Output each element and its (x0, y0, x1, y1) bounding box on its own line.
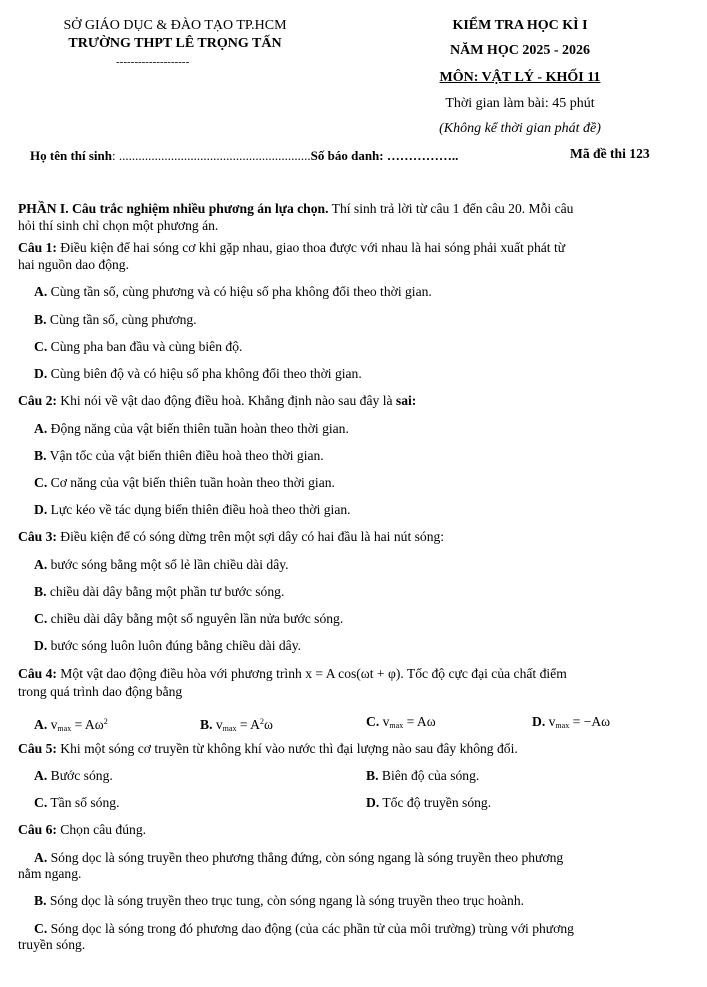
option-label: A. (34, 850, 48, 865)
option-text: Bước sóng. (50, 768, 113, 783)
question-2 (18, 392, 690, 409)
question-1-text-line2: hai nguồn dao động. (18, 257, 130, 272)
option-label: B. (366, 768, 379, 783)
question-6-option-a[interactable] (34, 849, 694, 866)
option-formula: $v_{max} = -A\omega$ (548, 714, 611, 730)
part1-title: PHẦN I. Câu trắc nghiệm nhiều phương án lựa chọn. (18, 201, 329, 216)
option-label: C. (34, 611, 48, 626)
question-6-text: Chọn câu đúng. (56, 822, 147, 837)
option-label: A. (34, 284, 48, 299)
exam-duration: Thời gian làm bài: 45 phút (445, 96, 595, 111)
question-4-option-b[interactable] (200, 713, 273, 737)
option-text: Vận tốc của vật biến thiên điều hoà theo thời gian. (49, 448, 324, 463)
option-label: B. (34, 312, 47, 327)
question-2-option-a[interactable] (34, 420, 349, 437)
question-5-text: Khi một sóng cơ truyền từ không khí vào nước thì đại lượng nào sau đây không đổi. (56, 741, 518, 756)
question-6 (18, 821, 690, 838)
option-text: Cơ năng của vật biến thiên tuần hoàn theo thời gian. (50, 475, 335, 490)
question-2-option-b[interactable] (34, 447, 324, 464)
question-4-option-a[interactable] (34, 713, 108, 737)
option-text: Tần số sóng. (50, 795, 120, 810)
question-3-text: Điều kiện để có sóng dừng trên một sợi dây có hai đầu là hai nút sóng: (56, 529, 445, 544)
question-6-option-b[interactable] (34, 892, 524, 909)
question-6-option-a-line2: nằm ngang. (18, 866, 82, 881)
part1-intro (18, 200, 690, 217)
option-formula: $v_{max} = A\omega^2$ (50, 717, 108, 733)
option-label: D. (34, 502, 48, 517)
question-6-option-c[interactable] (34, 920, 694, 937)
question-1-text: Điều kiện để hai sóng cơ khi gặp nhau, giao thoa được với nhau là hai sóng phải xuất phát từ (56, 240, 566, 255)
question-5-option-a[interactable] (34, 767, 113, 784)
option-text: bước sóng bằng một số lẻ lần chiều dài dây. (50, 557, 289, 572)
student-name-field[interactable]: : ........................................................... (112, 148, 311, 163)
option-text: Biên độ của sóng. (381, 768, 480, 783)
student-id-field[interactable]: …………….. (386, 148, 459, 163)
question-1-label: Câu 1: (18, 240, 57, 255)
question-4-text-line2: trong quá trình dao động bằng (18, 684, 183, 699)
option-text: bước sóng luôn luôn đúng bằng chiều dài dây. (50, 638, 302, 653)
question-1-option-a[interactable] (34, 283, 432, 300)
question-5 (18, 740, 690, 757)
exam-title: KIỂM TRA HỌC KÌ I (452, 18, 588, 33)
option-text: Tốc độ truyền sóng. (382, 795, 492, 810)
option-formula: $v_{max} = A^2\omega$ (215, 717, 273, 733)
question-4 (18, 665, 690, 682)
question-4-label: Câu 4: (18, 666, 57, 681)
option-text: Động năng của vật biến thiên tuần hoàn theo thời gian. (50, 421, 349, 436)
school-name: TRƯỜNG THPT LÊ TRỌNG TẤN (68, 36, 282, 51)
option-label: D. (34, 366, 48, 381)
question-2-emphasis: sai: (395, 393, 417, 408)
question-5-option-b[interactable] (366, 767, 479, 784)
option-label: D. (34, 638, 48, 653)
option-label: C. (34, 475, 48, 490)
exam-code: Mã đề thi 123 (570, 146, 650, 161)
option-text: Sóng dọc là sóng truyền theo phương thẳng đứng, còn sóng ngang là sóng truyền theo phương (47, 850, 564, 865)
option-label: D. (366, 795, 380, 810)
student-name-label: Họ tên thí sinh (30, 148, 112, 163)
option-label: C. (34, 339, 48, 354)
question-3-option-b[interactable] (34, 583, 284, 600)
question-4-formula: x = A cos(ωt + φ) (305, 666, 401, 681)
question-1 (18, 239, 690, 256)
question-4-option-d[interactable] (532, 713, 610, 734)
department-name: SỞ GIÁO DỤC & ĐÀO TẠO TP.HCM (63, 18, 287, 33)
option-text: Cùng tần số, cùng phương. (49, 312, 197, 327)
question-5-label: Câu 5: (18, 741, 57, 756)
question-3-option-c[interactable] (34, 610, 343, 627)
question-1-option-d[interactable] (34, 365, 362, 382)
question-4-option-c[interactable] (366, 713, 436, 734)
question-3-label: Câu 3: (18, 529, 57, 544)
option-label: B. (34, 448, 47, 463)
part1-desc-line2: hỏi thí sinh chỉ chọn một phương án. (18, 218, 219, 233)
option-text: Sóng dọc là sóng trong đó phương dao động (của các phần tử của môi trường) trùng với phương (47, 921, 574, 936)
question-5-option-d[interactable] (366, 794, 491, 811)
option-text: chiều dài dây bằng một phần tư bước sóng. (49, 584, 285, 599)
question-2-option-c[interactable] (34, 474, 335, 491)
question-2-text: Khi nói về vật dao động điều hoà. Khẳng định nào sau đây là (56, 393, 396, 408)
option-label: A. (34, 717, 48, 732)
student-id-label: Số báo danh: (310, 148, 387, 163)
option-text: Lực kéo về tác dụng biến thiên điều hoà theo thời gian. (50, 502, 351, 517)
question-2-label: Câu 2: (18, 393, 57, 408)
question-1-option-c[interactable] (34, 338, 242, 355)
option-label: C. (34, 921, 48, 936)
school-year: NĂM HỌC 2025 - 2026 (450, 43, 590, 58)
option-label: A. (34, 768, 48, 783)
subject: MÔN: VẬT LÝ - KHỐI 11 (439, 70, 601, 85)
option-label: B. (34, 584, 47, 599)
question-4-text-post: . Tốc độ cực đại của chất điểm (400, 666, 567, 681)
option-label: B. (34, 893, 47, 908)
part1-desc: Thí sinh trả lời từ câu 1 đến câu 20. Mỗi câu (328, 201, 574, 216)
option-label: C. (366, 714, 380, 729)
option-text: Sóng dọc là sóng truyền theo trục tung, còn sóng ngang là sóng truyền theo trục hoành. (46, 893, 525, 908)
question-1-option-b[interactable] (34, 311, 197, 328)
header-dashes: -------------------- (116, 56, 190, 68)
question-6-option-c-line2: truyền sóng. (18, 937, 86, 952)
question-5-option-c[interactable] (34, 794, 119, 811)
option-text: Cùng biên độ và có hiệu số pha không đổi theo thời gian. (50, 366, 362, 381)
option-label: B. (200, 717, 213, 732)
question-3-option-d[interactable] (34, 637, 301, 654)
student-info-row (30, 148, 458, 164)
option-text: Cùng tần số, cùng phương và có hiệu số pha không đổi theo thời gian. (50, 284, 432, 299)
question-2-option-d[interactable] (34, 501, 351, 518)
option-label: D. (532, 714, 546, 729)
question-3 (18, 528, 690, 545)
question-4-text: Một vật dao động điều hòa với phương trình (56, 666, 306, 681)
option-label: C. (34, 795, 48, 810)
option-formula: $v_{max} = A\omega$ (382, 714, 436, 730)
question-3-option-a[interactable] (34, 556, 289, 573)
option-label: A. (34, 557, 48, 572)
question-6-label: Câu 6: (18, 822, 57, 837)
option-text: Cùng pha ban đầu và cùng biên độ. (50, 339, 243, 354)
duration-note: (Không kể thời gian phát đề) (439, 121, 601, 136)
option-label: A. (34, 421, 48, 436)
option-text: chiều dài dây bằng một số nguyên lần nửa bước sóng. (50, 611, 344, 626)
